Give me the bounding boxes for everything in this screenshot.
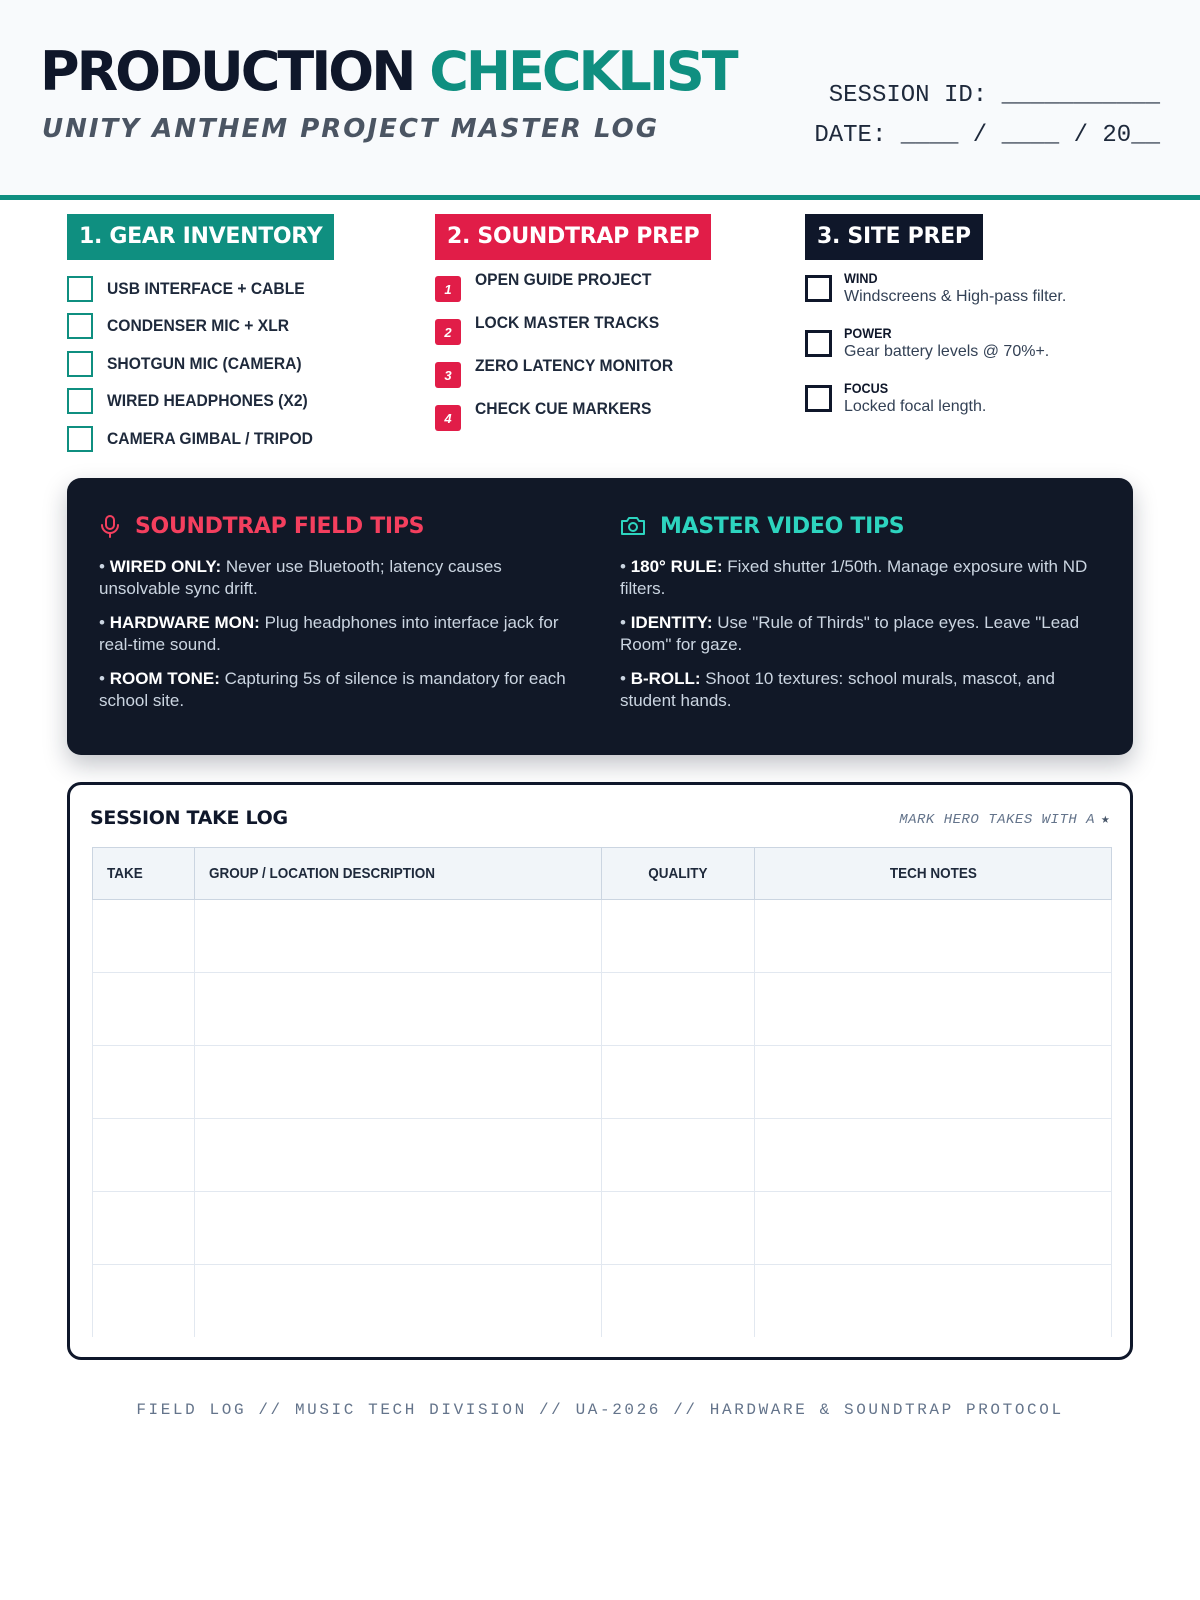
page-subtitle: UNITY ANTHEM PROJECT MASTER LOG xyxy=(42,114,660,144)
tips-panel xyxy=(67,478,1133,755)
heading-text: MASTER VIDEO TIPS xyxy=(660,513,905,539)
site-item-title: POWER xyxy=(844,325,892,341)
take-cell[interactable] xyxy=(93,1046,195,1119)
tech-notes-cell[interactable] xyxy=(755,1192,1112,1265)
gear-item-label: CONDENSER MIC + XLR xyxy=(107,316,290,336)
tip-label: WIRED ONLY: xyxy=(109,557,222,576)
soundtrap-prep-list xyxy=(435,270,775,442)
table-row xyxy=(93,900,1112,973)
master-video-tips-heading xyxy=(620,508,1100,544)
take-cell[interactable] xyxy=(93,1265,195,1337)
log-hint xyxy=(899,811,1110,828)
site-item[interactable] xyxy=(805,325,1145,380)
prep-step-label: CHECK CUE MARKERS xyxy=(475,399,652,418)
take-log-table xyxy=(92,847,1112,1337)
camera-icon xyxy=(620,515,646,537)
checkbox[interactable] xyxy=(67,388,93,414)
checkbox[interactable] xyxy=(805,275,832,302)
soundtrap-prep-heading: 2. SOUNDTRAP PREP xyxy=(435,214,711,260)
star-icon: ★ xyxy=(1101,812,1110,828)
session-take-log xyxy=(67,782,1133,1360)
site-item-description: Locked focal length. xyxy=(844,398,987,415)
checkbox[interactable] xyxy=(67,276,93,302)
soundtrap-prep-section xyxy=(435,214,775,442)
quality-cell[interactable] xyxy=(602,1265,755,1337)
log-hint-text: MARK HERO TAKES WITH A xyxy=(899,812,1096,828)
tip-label: ROOM TONE: xyxy=(109,669,220,688)
gear-item-label: SHOTGUN MIC (CAMERA) xyxy=(107,353,302,373)
tip-item: • ROOM TONE: Capturing 5s of silence is mandatory for each school site. xyxy=(99,669,566,710)
step-number-badge: 4 xyxy=(435,405,461,431)
gear-item[interactable] xyxy=(67,345,407,383)
tip-item: • HARDWARE MON: Plug headphones into interface jack for real-time sound. xyxy=(99,613,559,654)
prep-step-label: ZERO LATENCY MONITOR xyxy=(475,356,674,375)
step-number-badge: 3 xyxy=(435,362,461,388)
step-number-badge: 1 xyxy=(435,276,461,302)
tip-item: • 180° RULE: Fixed shutter 1/50th. Manage exposure with ND filters. xyxy=(620,557,1088,598)
tip-item: • WIRED ONLY: Never use Bluetooth; latency causes unsolvable sync drift. xyxy=(99,557,502,598)
gear-item-label: WIRED HEADPHONES (X2) xyxy=(107,391,308,411)
checkbox[interactable] xyxy=(805,385,832,412)
master-video-tips xyxy=(620,508,1100,712)
microphone-icon xyxy=(99,514,121,538)
quality-cell[interactable] xyxy=(602,1046,755,1119)
quality-cell[interactable] xyxy=(602,973,755,1046)
tech-notes-cell[interactable] xyxy=(755,973,1112,1046)
gear-inventory-section xyxy=(67,214,407,458)
checkbox[interactable] xyxy=(67,351,93,377)
tech-notes-cell[interactable] xyxy=(755,1265,1112,1337)
step-number-badge: 2 xyxy=(435,319,461,345)
group-location-cell[interactable] xyxy=(195,1119,602,1192)
gear-item[interactable] xyxy=(67,270,407,308)
gear-item[interactable] xyxy=(67,420,407,458)
log-title: SESSION TAKE LOG xyxy=(90,807,288,829)
tip-label: B-ROLL: xyxy=(630,669,701,688)
prep-step-label: LOCK MASTER TRACKS xyxy=(475,313,660,332)
group-location-cell[interactable] xyxy=(195,900,602,973)
prep-step xyxy=(435,399,775,442)
gear-inventory-heading: 1. GEAR INVENTORY xyxy=(67,214,334,260)
tip-text: Use "Rule of Thirds" to place eyes. Leave "Lead Room" for gaze. xyxy=(620,613,1080,654)
tech-notes-cell[interactable] xyxy=(755,1119,1112,1192)
title-part-checklist: CHECKLIST xyxy=(429,40,736,103)
table-row xyxy=(93,973,1112,1046)
table-header-row xyxy=(93,848,1112,900)
site-item-description: Gear battery levels @ 70%+. xyxy=(844,343,1050,360)
site-item[interactable] xyxy=(805,380,1145,435)
prep-step xyxy=(435,270,775,313)
prep-step xyxy=(435,313,775,356)
checkbox[interactable] xyxy=(67,426,93,452)
take-cell[interactable] xyxy=(93,900,195,973)
title-part-production: PRODUCTION xyxy=(40,40,414,103)
table-row xyxy=(93,1265,1112,1337)
date-field: DATE: ____ / ____ / 20__ xyxy=(814,122,1160,149)
group-location-cell[interactable] xyxy=(195,1192,602,1265)
tip-item: • B-ROLL: Shoot 10 textures: school murals, mascot, and student hands. xyxy=(620,669,1055,710)
checkbox[interactable] xyxy=(805,330,832,357)
tip-text: Plug headphones into interface jack for real-time sound. xyxy=(99,613,559,654)
quality-cell[interactable] xyxy=(602,1192,755,1265)
group-location-cell[interactable] xyxy=(195,1265,602,1337)
column-header-group-location: GROUP / LOCATION DESCRIPTION xyxy=(195,848,602,900)
tip-label: 180° RULE: xyxy=(630,557,723,576)
heading-text: SOUNDTRAP FIELD TIPS xyxy=(135,513,425,539)
site-prep-heading: 3. SITE PREP xyxy=(805,214,983,260)
prep-step-label: OPEN GUIDE PROJECT xyxy=(475,270,652,289)
site-item-title: FOCUS xyxy=(844,380,889,396)
tip-label: IDENTITY: xyxy=(630,613,713,632)
group-location-cell[interactable] xyxy=(195,1046,602,1119)
page-header xyxy=(0,0,1200,200)
checkbox[interactable] xyxy=(67,313,93,339)
take-cell[interactable] xyxy=(93,1119,195,1192)
soundtrap-field-tips-heading xyxy=(99,508,579,544)
tip-label: HARDWARE MON: xyxy=(109,613,260,632)
gear-list xyxy=(67,270,407,458)
table-row xyxy=(93,1119,1112,1192)
gear-item[interactable] xyxy=(67,383,407,421)
soundtrap-field-tips xyxy=(99,508,579,712)
take-cell[interactable] xyxy=(93,1192,195,1265)
quality-cell[interactable] xyxy=(602,900,755,973)
prep-step xyxy=(435,356,775,399)
tip-text: Capturing 5s of silence is mandatory for each school site. xyxy=(99,669,566,710)
column-header-quality: QUALITY xyxy=(602,848,755,900)
page-title xyxy=(40,40,736,104)
tech-notes-cell[interactable] xyxy=(755,900,1112,973)
table-row xyxy=(93,1046,1112,1119)
column-header-tech-notes: TECH NOTES xyxy=(755,848,1112,900)
take-cell[interactable] xyxy=(93,973,195,1046)
tip-text: Never use Bluetooth; latency causes unsolvable sync drift. xyxy=(99,557,502,598)
column-header-take: TAKE xyxy=(93,848,195,900)
site-item[interactable] xyxy=(805,270,1145,325)
tip-item: • IDENTITY: Use "Rule of Thirds" to place eyes. Leave "Lead Room" for gaze. xyxy=(620,613,1080,654)
gear-item-label: USB INTERFACE + CABLE xyxy=(107,278,305,298)
session-id-field: SESSION ID: ___________ xyxy=(828,82,1160,109)
quality-cell[interactable] xyxy=(602,1119,755,1192)
site-item-title: WIND xyxy=(844,270,878,286)
gear-item-label: CAMERA GIMBAL / TRIPOD xyxy=(107,428,313,448)
tech-notes-cell[interactable] xyxy=(755,1046,1112,1119)
tip-text: Fixed shutter 1/50th. Manage exposure with ND filters. xyxy=(620,557,1088,598)
gear-item[interactable] xyxy=(67,308,407,346)
group-location-cell[interactable] xyxy=(195,973,602,1046)
page-footer: FIELD LOG // MUSIC TECH DIVISION // UA-2026 // HARDWARE & SOUNDTRAP PROTOCOL xyxy=(136,1401,1064,1419)
site-prep-section xyxy=(805,214,1145,435)
site-prep-list xyxy=(805,270,1145,435)
site-item-description: Windscreens & High-pass filter. xyxy=(844,288,1067,305)
tip-text: Shoot 10 textures: school murals, mascot, and student hands. xyxy=(620,669,1055,710)
table-row xyxy=(93,1192,1112,1265)
